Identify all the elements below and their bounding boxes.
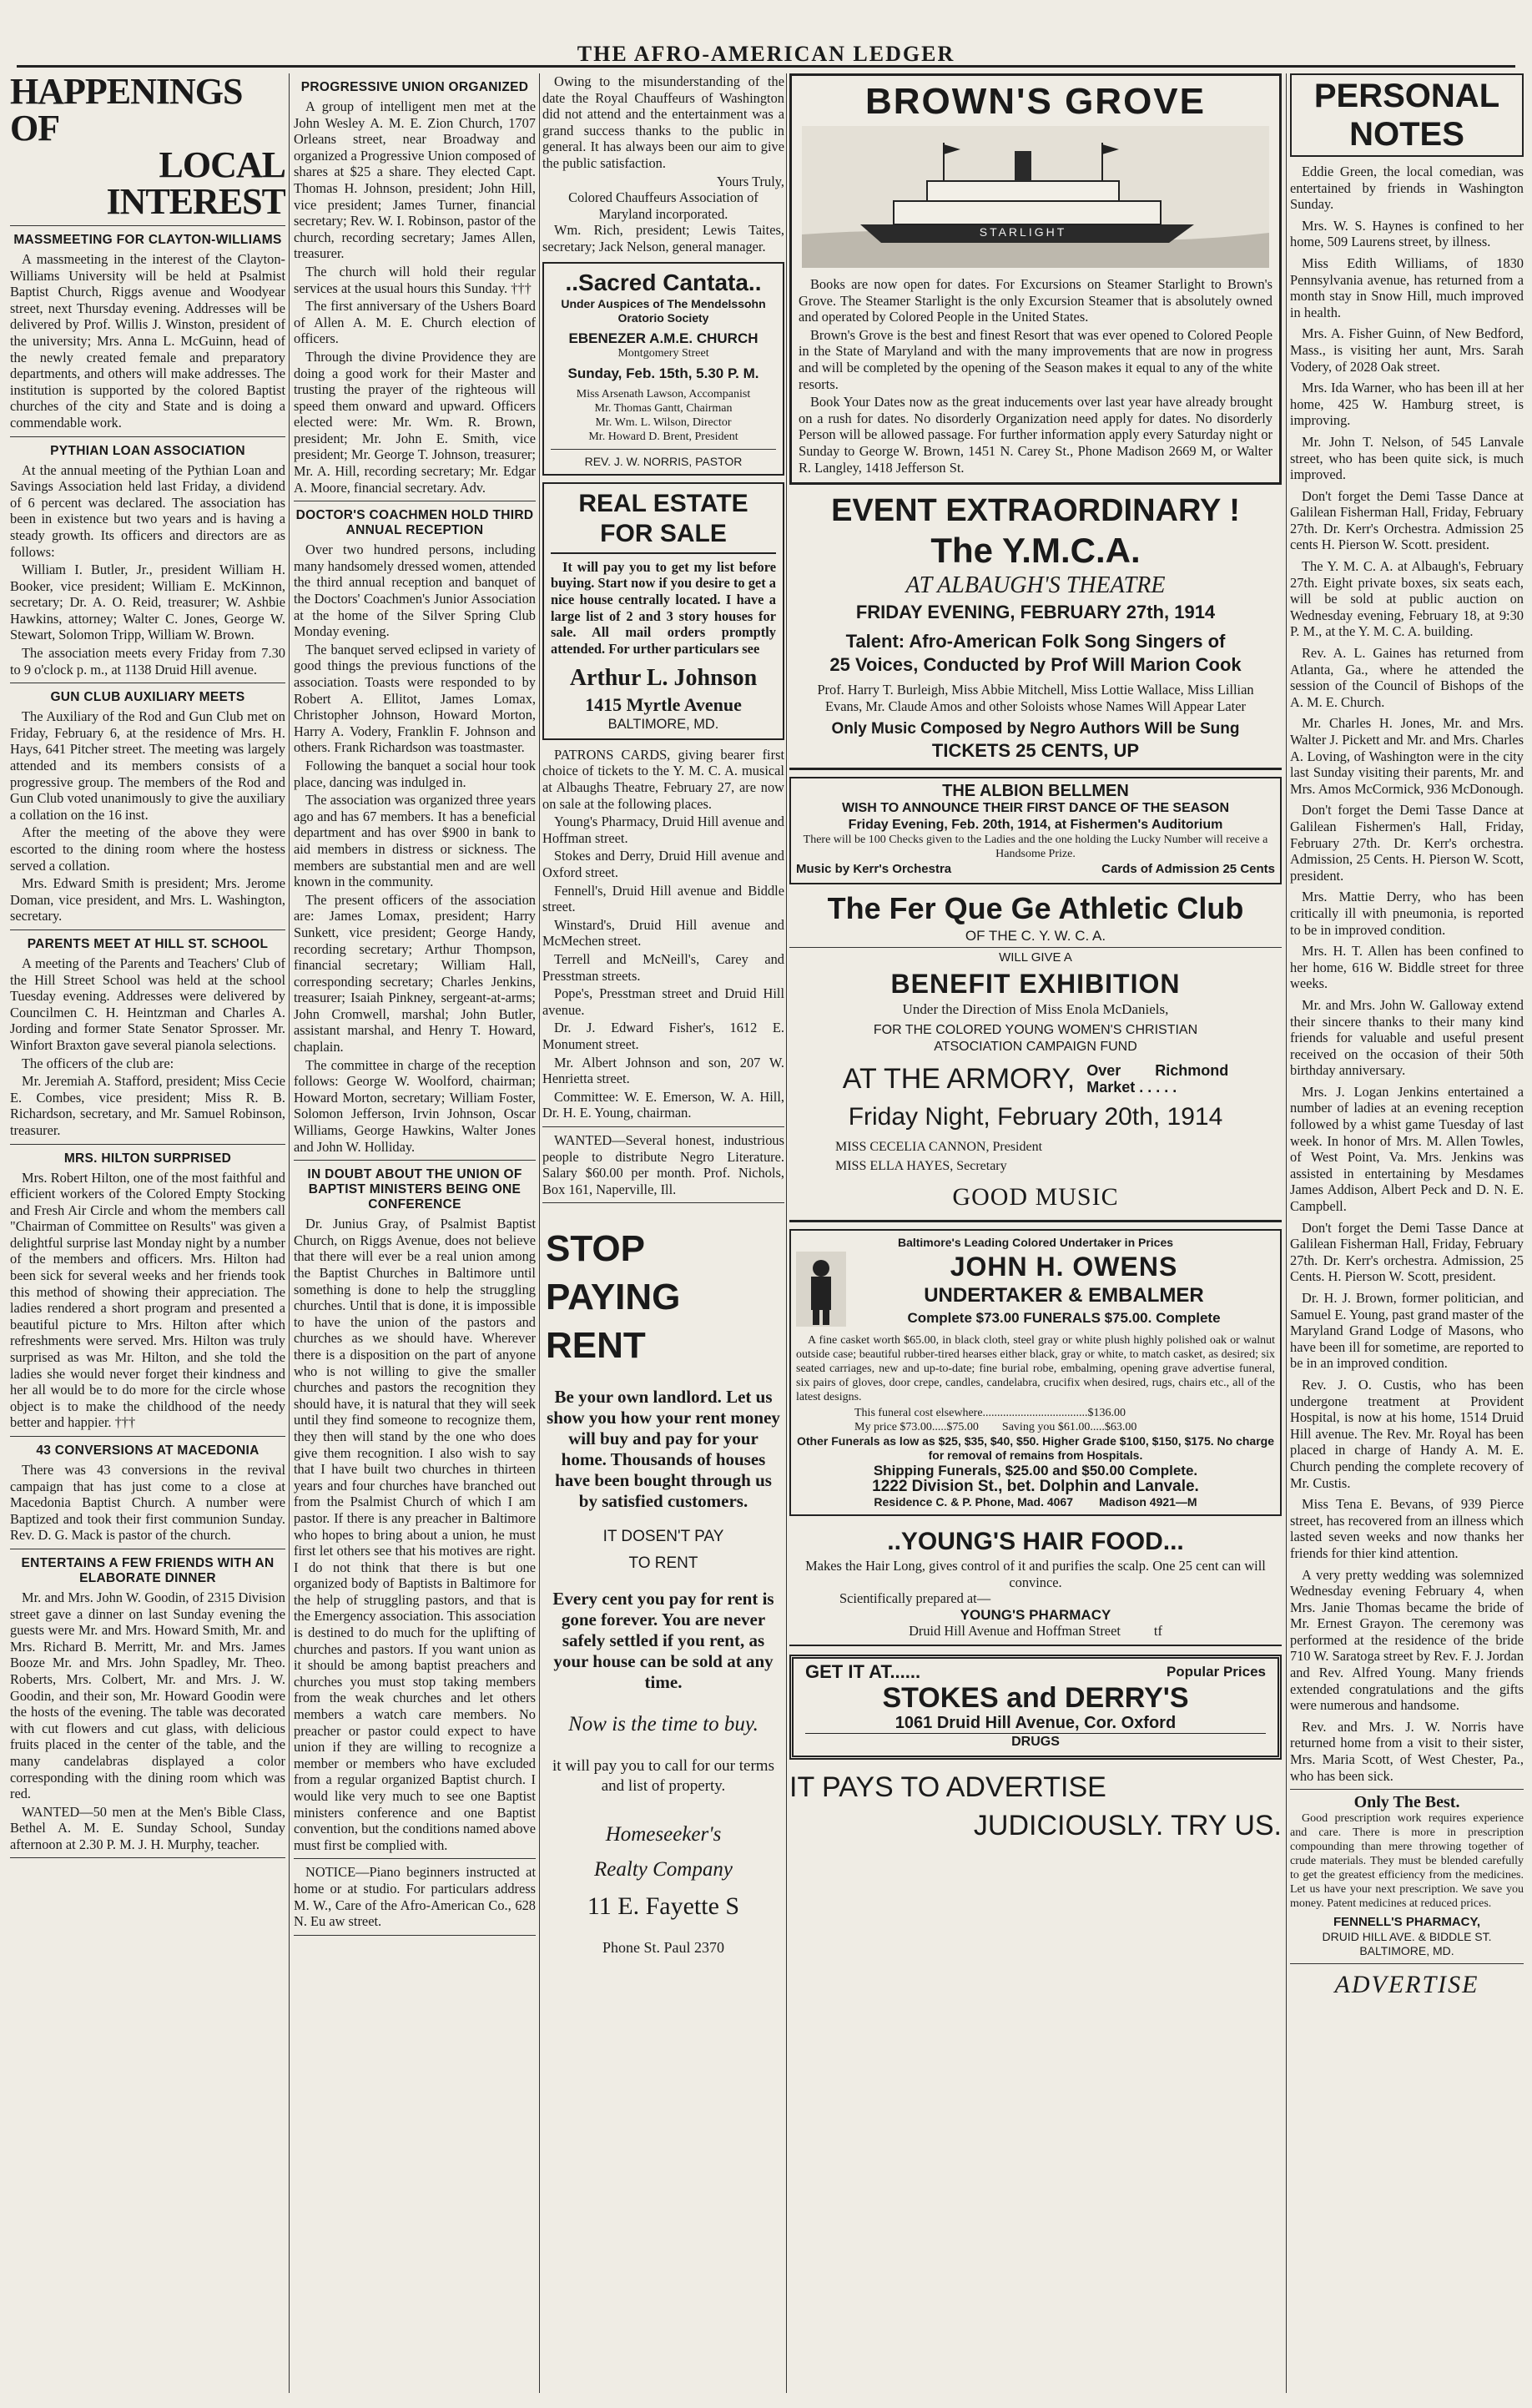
article-paragraph: Over two hundred persons, including many handsomely dressed women, attended the third annual reception and banquet of the Doctors' Coachmen's Junior Association at the home of the Silver Spring Club Monday evening.	[294, 542, 536, 640]
albion-sub: WISH TO ANNOUNCE THEIR FIRST DANCE OF THE SEASON	[841, 800, 1229, 815]
article-headline: DOCTOR'S COACHMEN HOLD THIRD ANNUAL RECEPTION	[295, 508, 534, 538]
grove-paragraph: Books are now open for dates. For Excursions on Steamer Starlight to Brown's Grove. The Steamer Starlight is the only Excursion Steamer that is absolutely owned and operated by Colored People in the United States.	[799, 276, 1272, 325]
column-rule	[539, 73, 540, 2393]
article-paragraph: Following the banquet a social hour took place, dancing was indulged in.	[294, 757, 536, 790]
stokes-drugs: DRUGS	[805, 1733, 1266, 1751]
cantata-date: Sunday, Feb. 15th, 5.30 P. M.	[567, 365, 759, 382]
divider	[542, 1202, 784, 1203]
pays-line-2: JUDICIOUSLY. TRY US.	[973, 1809, 1282, 1841]
albion-cards: Cards of Admission 25 Cents	[1101, 862, 1275, 877]
albion-bellmen-ad	[789, 777, 1282, 884]
personal-note: Mrs. H. T. Allen has been confined to her home, 616 W. Biddle street for three weeks.	[1290, 943, 1524, 992]
real-estate-city: BALTIMORE, MD.	[607, 717, 719, 733]
signoff-line: Colored Chauffeurs Association of Maryland incorporated.	[568, 189, 758, 222]
article-paragraph: A massmeeting in the interest of the Clayton-Williams University will be held at Psalmist Baptist Church, Riggs avenue and Woodyear street, next Thursday evening. Addresses will be delivered by Prof. Willis J. Winston, president of the university; Mrs. Anna L. McGuinn, head of the newly created female and preparatory departments, and others will make addresses. The institution is supported by the colored Baptist churches of the city and State and is doing a commendable work.	[10, 251, 285, 431]
grove-paragraph: Brown's Grove is the best and finest Resort that was ever opened to Colored People in the State of Maryland and with the many improvements that are now in progress and will be completed by the opening of the Season makes it equal to any of the white resorts.	[799, 326, 1272, 392]
article-paragraph: There was 43 conversions in the revival campaign that has just come to a close at Macedonia Baptist Church. A number were Baptized and took their first communion Sunday. Rev. D. G. Mack is pastor of the church.	[10, 1462, 285, 1544]
hair-addr: Druid Hill Avenue and Hoffman Street	[909, 1623, 1121, 1640]
landlord-text: Be your own landlord. Let us show you how your rent money will buy and pay for your home. Thousands of houses have been bought through us by satisfied customers.	[547, 1387, 780, 1512]
cantata-title: ..Sacred Cantata..	[565, 269, 762, 295]
cantata-name: Mr. Howard D. Brent, President	[588, 430, 738, 443]
article-headline: MRS. HILTON SURPRISED	[63, 1151, 232, 1166]
fennell: FENNELL'S PHARMACY,	[1333, 1914, 1481, 1929]
for-the: FOR THE COLORED YOUNG WOMEN'S CHRISTIAN	[873, 1023, 1198, 1038]
personal-note: Mrs. Ida Warner, who has been ill at her home, 425 W. Hamburg street, is improving.	[1290, 380, 1524, 429]
fennell-city: BALTIMORE, MD.	[1359, 1944, 1454, 1958]
personal-note: Don't forget the Demi Tasse Dance at Galilean Fisherman Hall, Friday, February 27th. Dr. Kerr's Orchestra. Admission 25 cents H. Pierson W. Scott. president.	[1290, 487, 1524, 553]
article-paragraph: NOTICE—Piano beginners instructed at home or at studio. For particulars address M. W., Care of the Afro-American Co., 628 N. Eu aw street.	[294, 1864, 536, 1930]
performers: Prof. Harry T. Burleigh, Miss Abbie Mitchell, Miss Lottie Wallace, Miss Lillian Evans, Mr. Claude Amos and other Soloists whose Names Will Appear Later	[817, 682, 1254, 714]
chauffeur-signoff	[542, 174, 784, 190]
owens-body: A fine casket worth $65.00, in black cloth, steel gray or white plush highly polished oak or walnut outside case; beautiful rubber-tired hearses either black, gray or white, to match casket, as desired; six seated carriages, new and up-to-date; fine burial robe, embalming, opening grave advertise funeral, six pairs of gloves, door crepe, candles, candelabra, crucifix when desired, rugs, chairs etc., all of the latest designs.	[796, 1333, 1275, 1403]
ticket-place: Stokes and Derry, Druid Hill avenue and Oxford street.	[542, 848, 784, 881]
owens-funerals: Complete $73.00 FUNERALS $75.00. Complete	[907, 1309, 1221, 1326]
cantata-name: Mr. Thomas Gantt, Chairman	[594, 401, 733, 415]
article-headline: GUN CLUB AUXILIARY MEETS	[50, 690, 245, 705]
article-paragraph: The association was organized three years ago and has 67 members. It has a beneficial department and has over $900 in bank to aid members in distress or sickness. The members are substantial men and are well known in the community.	[294, 792, 536, 890]
event-date: FRIDAY EVENING, FEBRUARY 27th, 1914	[855, 602, 1216, 623]
stop-word: STOP	[546, 1228, 646, 1270]
column-local-interest	[10, 73, 285, 2393]
grove-paragraph: Book Your Dates now as the great inducements over last year have already brought on a rush for dates. No disorderly Organization need apply for dates. No disorderly Person will be allowed passage. For further information apply every Saturday night or Sunday to George W. Brown, 1451 N. Carey St., Phone Madison 2669 M, or Walter R. Langley, 1418 Jefferson St.	[799, 394, 1272, 476]
sacred-cantata-ad	[542, 262, 784, 476]
owens-sub: UNDERTAKER & EMBALMER	[924, 1283, 1204, 1307]
owens-price: My price $73.00.....$75.00 Saving you $61.00.....$63.00	[854, 1420, 1137, 1433]
owens-ship: Shipping Funerals, $25.00 and $50.00 Complete.	[873, 1462, 1198, 1479]
ship-name-label: STARLIGHT	[979, 225, 1067, 239]
wanted-notice: WANTED—Several honest, industrious people to distribute Negro Literature. Salary $60.00 per month. Prof. Nichols, Box 161, Naperville, Ill.	[542, 1131, 784, 1197]
browns-grove-ad	[789, 73, 1282, 485]
personal-note: A very pretty wedding was solemnized Wednesday evening February 4, when Mrs. Janie Thomas became the bride of Mr. Ernest Grayon. The ceremony was performed at the residence of the bride 710 W. Saratoga street by Rev. F. J. Jordan and Rev. Alfred Young. Many friends extended congratulations and the gifts were numerous and handsome.	[1290, 1566, 1524, 1714]
divider	[10, 929, 285, 930]
pays-line-1: IT PAYS TO ADVERTISE	[789, 1771, 1106, 1803]
realty-name: Homeseeker's	[605, 1822, 722, 1846]
stop-word: PAYING	[546, 1277, 681, 1318]
theatre: AT ALBAUGH'S THEATRE	[905, 572, 1166, 599]
personal-notes-title: PERSONAL NOTES	[1290, 73, 1524, 157]
hair-sci: Scientifically prepared at—	[839, 1590, 991, 1607]
friday-night: Friday Night, February 20th, 1914	[848, 1102, 1223, 1131]
owens-name: JOHN H. OWENS	[950, 1251, 1178, 1282]
lower-deck	[894, 201, 1161, 224]
youngs-hair-food-ad	[789, 1521, 1282, 1646]
ticket-place: Dr. J. Edward Fisher's, 1612 E. Monument street.	[542, 1020, 784, 1052]
real-estate-address: 1415 Myrtle Avenue	[585, 694, 742, 716]
ticket-place: Fennell's, Druid Hill avenue and Biddle street.	[542, 882, 784, 915]
will-give: WILL GIVE A	[789, 947, 1282, 966]
ticket-places	[542, 814, 784, 1121]
benefit-title: BENEFIT EXHIBITION	[890, 968, 1181, 999]
over-market: Over Richmond Market . . . . .	[1086, 1061, 1229, 1096]
column-rule	[786, 73, 787, 2393]
personal-note: Mr. Charles H. Jones, Mr. and Mrs. Walter J. Pickett and Mr. and Mrs. Charles A. Loving, of Washington were in the city last Sunday visiting their parents, Mr. and Mrs. Amos McCormick, 936 McDonough.	[1290, 715, 1524, 797]
personal-note: The Y. M. C. A. at Albaugh's, February 27th. Eight private boxes, six seats each, will be sold at public auction on Wednesday evening, February 18, at 9:30 P. M., at the Y. M. C. A. building.	[1290, 558, 1524, 640]
talent-line: 25 Voices, Conducted by Prof Will Marion Cook	[829, 654, 1242, 676]
ticket-place: Terrell and McNeill's, Carey and Presstman streets.	[542, 951, 784, 984]
divider	[10, 436, 285, 437]
best-title: Only The Best.	[1353, 1793, 1460, 1812]
call-text: it will pay you to call for our terms and list of property.	[552, 1756, 774, 1795]
divider	[10, 1857, 285, 1858]
personal-note: Rev. A. L. Gaines has returned from Atlanta, Ga., where he attended the session of the Council of Bishops of the A. M. E. Church.	[1290, 645, 1524, 710]
section-title-line1: HAPPENINGS OF	[10, 73, 243, 149]
article-headline: PROGRESSIVE UNION ORGANIZED	[300, 80, 529, 94]
article-paragraph: Mr. Jeremiah A. Stafford, president; Miss Cecie E. Combes, vice president; Miss R. B. Richardson, secretary, and Mr. Samuel Robinson, treasurer.	[10, 1073, 285, 1138]
ferque-title: The Fer Que Ge Athletic Club	[827, 890, 1244, 925]
section-title-line2: LOCAL INTEREST	[106, 144, 285, 222]
best-body: Good prescription work requires experience and care. There is more in prescription compounding than mere throwing together of crude materials. They must be blended carefully to get the greatest efficiency from the medicines. Let us have your next prescription. We save you money. Patent medicines at reduced prices.	[1290, 1811, 1524, 1910]
article-list	[294, 80, 536, 1936]
owens-res: Residence C. & P. Phone, Mad. 4067 Madison 4921—M	[874, 1495, 1197, 1509]
ticket-place: Winstard's, Druid Hill avenue and McMechen street.	[542, 916, 784, 950]
hair-tf: tf	[1153, 1623, 1162, 1640]
personal-note: Mrs. J. Logan Jenkins entertained a number of ladies at an evening reception followed by a whist game Tuesday of last week. In honor of Mrs. M. Allen Towles, of West Point, Va. Mrs. Jenkins was assisted in entertaining by Mesdames James Addison, Albert Peck and D. N. E. Campbell.	[1290, 1083, 1524, 1215]
cantata-street: Montgomery Street	[617, 347, 709, 360]
ticket-place: Young's Pharmacy, Druid Hill avenue and Hoffman street.	[542, 814, 784, 846]
ticket-place: Pope's, Presstman street and Druid Hill avenue.	[542, 985, 784, 1018]
divider	[294, 1858, 536, 1859]
signoff-line: Yours Truly,	[716, 173, 784, 189]
armory-line	[789, 1062, 1282, 1096]
article-paragraph: The Auxiliary of the Rod and Gun Club met on Friday, February 6, at the residence of Mrs. H. Hays, 641 Pitcher street. The meeting was largely attended and its members consists of a progressive group. The members of the Rod and Gun Club voted unanimously to give the auxiliary a collation on the 16 inst.	[10, 708, 285, 823]
article-headline: MASSMEETING FOR CLAYTON-WILLIAMS	[13, 233, 282, 247]
campaign: ATSOCIATION CAMPAIGN FUND	[934, 1040, 1137, 1055]
personal-note: Mrs. A. Fisher Guinn, of New Bedford, Mass., is visiting her aunt, Mrs. Sarah Vodery, of 2028 Oak street.	[1290, 325, 1524, 375]
article-paragraph: The banquet served eclipsed in variety of good things the previous functions of the association. Toasts were responded to by Robert A. Ellitot, James Lomax, Christopher Johnson, Howard Morton, Harry A. Vodery, Franklin F. Johnson and others. Frank Richardson was toastmaster.	[294, 641, 536, 756]
stokes-derry-ad	[789, 1655, 1282, 1760]
owens-tag: Baltimore's Leading Colored Undertaker in Prices	[897, 1235, 1174, 1249]
patrons-notice: PATRONS CARDS, giving bearer first choice of tickets to the Y. M. C. A. musical at Albaughs Theatre, February 27, are now on sale at the following places.	[542, 746, 784, 812]
ticket-place: Mr. Albert Johnson and son, 207 W. Henrietta street.	[542, 1054, 784, 1087]
ymca-title: The Y.M.C.A.	[930, 531, 1141, 571]
masthead: THE AFRO-AMERICAN LEDGER	[577, 42, 955, 66]
cantata-name: Mr. Wm. L. Wilson, Director	[595, 416, 732, 429]
personal-note: Miss Edith Williams, of 1830 Pennsylvania avenue, has returned from a month stay in Snow Hill, much improved in health.	[1290, 254, 1524, 320]
tickets: TICKETS 25 CENTS, UP	[931, 740, 1140, 762]
owens-header	[796, 1250, 1275, 1328]
armory: AT THE ARMORY,	[842, 1062, 1076, 1095]
event-title: EVENT EXTRAORDINARY !	[831, 493, 1240, 529]
real-estate-title: REAL ESTATE FOR SALE	[551, 489, 776, 554]
smokestack	[1015, 151, 1031, 181]
steamer-illustration	[799, 126, 1272, 268]
stop-word: RENT	[546, 1325, 646, 1367]
undertaker-figure-icon	[796, 1252, 846, 1327]
owens-cost: This funeral cost elsewhere....................................$136.00	[854, 1406, 1126, 1419]
article-paragraph: WANTED—50 men at the Men's Bible Class, Bethel A. M. E. Sunday School, Sunday afternoon at 2.30 P. M. J. H. Murphy, teacher.	[10, 1803, 285, 1852]
realty-name: Realty Company	[594, 1857, 733, 1881]
article-headline: ENTERTAINS A FEW FRIENDS WITH AN ELABORATE DINNER	[21, 1555, 275, 1585]
real-estate-body: It will pay you to get my list before buying. Start now if you desire to get a nice house centrally located. I have a large list of 2 and 3 story houses for sale. All mail orders promptly attended. For urther particulars see	[551, 558, 776, 657]
cantata-sub: Under Auspices of The Mendelssohn Oratorio Society	[561, 296, 766, 325]
masthead-rule	[17, 65, 1515, 68]
personal-note: Mr. and Mrs. John W. Galloway extend their sincere thanks to their many kind friends for valuable and useful present received on the occasion of their 50th birthday anniversary.	[1290, 996, 1524, 1079]
personal-note: Rev. J. O. Custis, who has been undergone treatment at Provident Hospital, is now at his home, 1514 Druid Hill avenue. The Rev. Mr. Royal has been placed in charge of Handy A. M. E. Church pending the complete recovery of Mr. Custis.	[1290, 1376, 1524, 1491]
good-music: GOOD MUSIC	[952, 1182, 1119, 1211]
article-paragraph: Dr. Junius Gray, of Psalmist Baptist Church, on Riggs Avenue, does not believe that there will ever be a real union among the Baptist Churches in Baltimore until something is done to help the struggling churches. Until that is done, it is impossible to have the union of the pastors and churches as we should have. Wherever there is a disposition on the part of anyone who is not willing to give the smaller churches and pastors the recognition they should have, it is natural that they will seek until they find someone to recognize them, they then will stand by the one who does give them recognition. I also wish to say that I have built two churches in thirteen years and four churches have branched out from the Psalmist Church of which I am pastor. If there is any preacher in Baltimore who hopes to bring about a union, he must first let others see that his motives are right. I do not think that there is but one organized body of Baptists in Baltimore for the help of struggling pastors, and that is the Emergency association. This association is destined to do much for the uplifting of churches and pastors. If you want union as it should be among baptist preachers and churches you must stop taking members from the weak churches and let others members a watch care members. No preacher or pastor could expect to have union if they are willing to recognize a member or members who have excluded from a regular organized Baptist church. I would like very much to see one Baptist ministers conference and one Baptist convention, but the conditions named above must first be complied with.	[294, 1216, 536, 1853]
divider	[294, 1160, 536, 1161]
personal-note: Dr. H. J. Brown, former politician, and Samuel E. Young, past grand master of the Maryland Grand Lodge of Masons, who have been ill for sometime, are reported to be in an improved condition.	[1290, 1290, 1524, 1372]
cantata-name: Miss Arsenath Lawson, Accompanist	[576, 387, 751, 400]
hair-address-row	[789, 1623, 1282, 1640]
personal-note: Don't forget the Demi Tasse Dance at Galilean Fishermen's Hall, Friday, February 27th. Dr. Kerr's orchestra. Admission, 25 Cents. H. Pierson W. Scott, president.	[1290, 802, 1524, 884]
personal-note: Eddie Green, the local comedian, was entertained by friends in Washington Sunday.	[1290, 164, 1524, 213]
divider	[1290, 1963, 1524, 1964]
divider	[1290, 1789, 1524, 1790]
owens-undertaker-ad	[789, 1229, 1282, 1516]
stokes-get: GET IT AT......	[805, 1661, 921, 1682]
hayes: MISS ELLA HAYES, Secretary	[835, 1159, 1007, 1174]
notes-list	[1290, 164, 1524, 1784]
divider	[294, 1935, 536, 1936]
every-cent-text: Every cent you pay for rent is gone forever. You are never safely settled if you rent, as your house can be sold at any time.	[552, 1588, 774, 1692]
article-paragraph: The first anniversary of the Ushers Board of Allen A. M. E. Church election of officers.	[294, 298, 536, 347]
article-paragraph: The committee in charge of the reception follows: George W. Woolford, chairman; Howard Morton, secretary; William Foster, Solomon Jefferson, Irvin Johnson, Oscar Williams, George Hawkins, Walter Jones and John W. Holliday.	[294, 1056, 536, 1155]
article-headline: PYTHIAN LOAN ASSOCIATION	[50, 443, 245, 458]
column-two	[294, 73, 536, 2393]
real-estate-name: Arthur L. Johnson	[569, 665, 758, 692]
signoff-line: Wm. Rich, president; Lewis Taites, secretary; Jack Nelson, general manager.	[542, 222, 784, 254]
personal-note: Miss Tena E. Bevans, of 939 Pierce street, has recovered from an illness which lasted seven weeks and now thanks her friends for thier kind attention.	[1290, 1496, 1524, 1561]
owens-addr: 1222 Division St., bet. Dolphin and Lanvale.	[872, 1478, 1199, 1496]
stokes-name: STOKES and DERRY'S	[882, 1681, 1189, 1714]
article-paragraph: William I. Butler, Jr., president William H. Booker, vice president; William E. McKinnon, secretary; Dr. A. O. Reid, treasurer; W. Ashbie Hawkins, attorney; Walter C. Jones, George W. Stewart, Solomon Tripp, William W. Brown.	[10, 562, 285, 643]
column-ads	[789, 73, 1282, 2393]
article-paragraph: The present officers of the association are: James Lomax, president; Harry Sunkett, vice president; George Handy, recording secretary; Arthur Thompson, financial secretary; William Hall, corresponding secretary; Charles Jenkins, treasurer; Isaiah Pinkney, sergeant-at-arms; John Cromwell, marshal; John Butler, assistant marshal, and Henry T. Howard, chaplain.	[294, 891, 536, 1055]
real-estate-ad	[542, 482, 784, 740]
personal-note: Rev. and Mrs. J. W. Norris have returned home from a visit to their sister, Mrs. Maria Scott, of West Chester, Pa., who has been sick.	[1290, 1718, 1524, 1784]
article-paragraph: A group of intelligent men met at the John Wesley A. M. E. Zion Church, 1707 Orleans street, near Broadway and organized a Progressive Union composed of shares at $25 a share. They elected Capt. Thomas H. Johnson, president; John Hill, vice president; James Turner, financial secretary; Rev. W. I. Robinson, pastor of the church, recording secretary; James Allen, treasurer.	[294, 98, 536, 262]
albion-note: There will be 100 Checks given to the Ladies and the one holding the Lucky Number will receive a Handsome Prize.	[803, 834, 1268, 861]
chauffeur-notice: Owing to the misunderstanding of the date the Royal Chauffeurs of Washington did not attend and the entertainment was a grand success thanks to the public in general. It has always been our aim to give the public satisfaction.	[542, 73, 784, 171]
albion-date: Friday Evening, Feb. 20th, 1914, at Fishermen's Auditorium	[848, 817, 1223, 832]
article-list	[10, 233, 285, 1858]
stokes-popular: Popular Prices	[1166, 1664, 1266, 1680]
ferque-sub: OF THE C. Y. W. C. A.	[965, 927, 1106, 944]
article-paragraph: At the annual meeting of the Pythian Loan and Savings Association held last Friday, a dividend of 6 percent was declared. The association has been in existence but two years and is having a steady growth. Its officers and directors are as follows:	[10, 461, 285, 560]
owens-other: Other Funerals as low as $25, $35, $40, $50. Higher Grade $100, $150, $175. No charge for removal of remains from Hospitals.	[797, 1433, 1274, 1462]
divider	[10, 225, 285, 226]
article-paragraph: Mrs. Robert Hilton, one of the most faithful and efficient workers of the Colored Empty Stocking and Fresh Air Circle and whom the members call "Chairman of Committee on Results" was given a delightful surprise last Monday night by a number of the members and officers. Mrs. Hilton had been sick for several weeks and her friends took this method of showing their appreciation. The ladies rendered a short program and presented a beautiful picture to Mrs. Hilton after which refreshments were served. Mrs. Hilton was truly surprised as was Mr. Hilton, and she told the ladies she would never forget their kindness and her all would be to do more for the circle whose object is to make the childhood of the needy better and happier. †††	[10, 1169, 285, 1431]
cantata-pastor: REV. J. W. NORRIS, PASTOR	[584, 454, 743, 468]
grove-title: BROWN'S GROVE	[864, 81, 1207, 122]
owens-titles	[853, 1250, 1275, 1328]
column-rule	[1286, 73, 1287, 2393]
divider	[10, 1144, 285, 1145]
advertise: ADVERTISE	[1334, 1971, 1479, 1999]
divider	[551, 449, 776, 450]
direction: Under the Direction of Miss Enola McDaniels,	[902, 1000, 1169, 1017]
now-is-time: Now is the time to buy.	[568, 1712, 758, 1735]
article-paragraph: The association meets every Friday from 7.30 to 9 o'clock p. m., at 1138 Druid Hill avenue.	[10, 645, 285, 678]
doesnt-pay-line: TO RENT	[628, 1554, 698, 1572]
divider	[542, 1126, 784, 1127]
article-headline: 43 CONVERSIONS AT MACEDONIA	[36, 1443, 260, 1458]
doesnt-pay-line: IT DOSEN'T PAY	[602, 1528, 724, 1546]
article-headline: IN DOUBT ABOUT THE UNION OF BAPTIST MINISTERS BEING ONE CONFERENCE	[307, 1167, 522, 1212]
realty-phone: Phone St. Paul 2370	[602, 1938, 724, 1956]
column-personal-notes	[1290, 73, 1524, 2393]
column-rule	[289, 73, 290, 2393]
personal-note: Mrs. Mattie Derry, who has been critically ill with pneumonia, is reported to be in improved condition.	[1290, 889, 1524, 938]
article-paragraph: Mrs. Edward Smith is president; Mrs. Jerome Doman, vice president, and Mrs. L. Washington, secretary.	[10, 875, 285, 924]
stokes-addr: 1061 Druid Hill Avenue, Cor. Oxford	[895, 1713, 1177, 1732]
only-music: Only Music Composed by Negro Authors Will be Sung	[831, 720, 1240, 738]
personal-note: Mr. John T. Nelson, of 545 Lanvale street, who has been quite sick, is much improved.	[1290, 433, 1524, 483]
fer-que-ge-ad	[789, 889, 1282, 1222]
article-paragraph: After the meeting of the above they were escorted to the dining room where the hostess served a collation.	[10, 824, 285, 874]
article-headline: PARENTS MEET AT HILL ST. SCHOOL	[27, 936, 269, 951]
ticket-place: Committee: W. E. Emerson, W. A. Hill, Dr. H. E. Young, chairman.	[542, 1088, 784, 1121]
fennell-addr: DRUID HILL AVE. & BIDDLE ST.	[1322, 1930, 1492, 1944]
article-paragraph: The officers of the club are:	[22, 1055, 174, 1071]
upper-deck	[927, 181, 1119, 201]
article-paragraph: Mr. and Mrs. John W. Goodin, of 2315 Division street gave a dinner on last Sunday evening the guests were Mr. and Mrs. Howard Smith, Mr. and Mrs. Richard B. Merritt, Mr. and Mrs. James Booze Mr. and Mrs. John Spadley, Mr. Theo. Roberts, Mrs. Colbert, Mr. and Mrs. J. W. Goodin, and their son, Mr. Howard Goodin were the hosts of the evening. The table was decorated with cut flowers and cut glass, with delicious fruits placed in the center of the table, and the many candelabras displayed a color corresponding with the dining room which was red.	[10, 1589, 285, 1802]
ymca-event-ad	[789, 491, 1282, 770]
cantata-church: EBENEZER A.M.E. CHURCH	[568, 330, 758, 346]
personal-note: Don't forget the Demi Tasse Dance at Galilean Fisherman Hall, Friday, February 27th. Dr. Kerr's orchestra. Admission, 25 Cents. H. Pierson W. Scott, president.	[1290, 1219, 1524, 1285]
article-paragraph: Through the divine Providence they are doing a good work for their Master and trusting the prayer of the righteous will speed them onward and upward. Officers elected were: Mr. Wm. R. Brown, president; Mr. John E. Smith, vice president; Mr. George T. Johnson, treasurer; Mr. A. Hill, recording secretary; Mr. Edgar A. Moore, financial secretary. Adv.	[294, 348, 536, 496]
albion-title: THE ALBION BELLMEN	[942, 782, 1129, 801]
article-paragraph: A meeting of the Parents and Teachers' Club of the Hill Street School was held at the school Tuesday evening. Addresses were delivered by Councilmen C. H. Heintzman and Charles A. Jording and former State Senator Sprosser. Mr. Winfort Braxton gave several pianola selections.	[10, 955, 285, 1053]
cannon: MISS CECELIA CANNON, President	[835, 1139, 1043, 1154]
albion-footer	[796, 861, 1275, 878]
realty-address: 11 E. Fayette S	[587, 1892, 740, 1920]
personal-note: Mrs. W. S. Haynes is confined to her home, 509 Laurens street, by illness.	[1290, 217, 1524, 250]
stokes-top	[805, 1661, 1266, 1682]
article-paragraph: The church will hold their regular services at the usual hours this Sunday. †††	[294, 263, 536, 296]
divider	[10, 1436, 285, 1437]
hair-body: Makes the Hair Long, gives control of it and purifies the scalp. One 25 cent can will convince.	[805, 1558, 1266, 1590]
column-three	[542, 73, 784, 2393]
talent-line: Talent: Afro-American Folk Song Singers of	[845, 631, 1226, 652]
stop-paying-rent-ad	[542, 1208, 784, 1956]
albion-music: Music by Kerr's Orchestra	[796, 862, 952, 877]
hair-store: YOUNG'S PHARMACY	[960, 1606, 1111, 1623]
hair-title: ..YOUNG'S HAIR FOOD...	[887, 1528, 1184, 1556]
